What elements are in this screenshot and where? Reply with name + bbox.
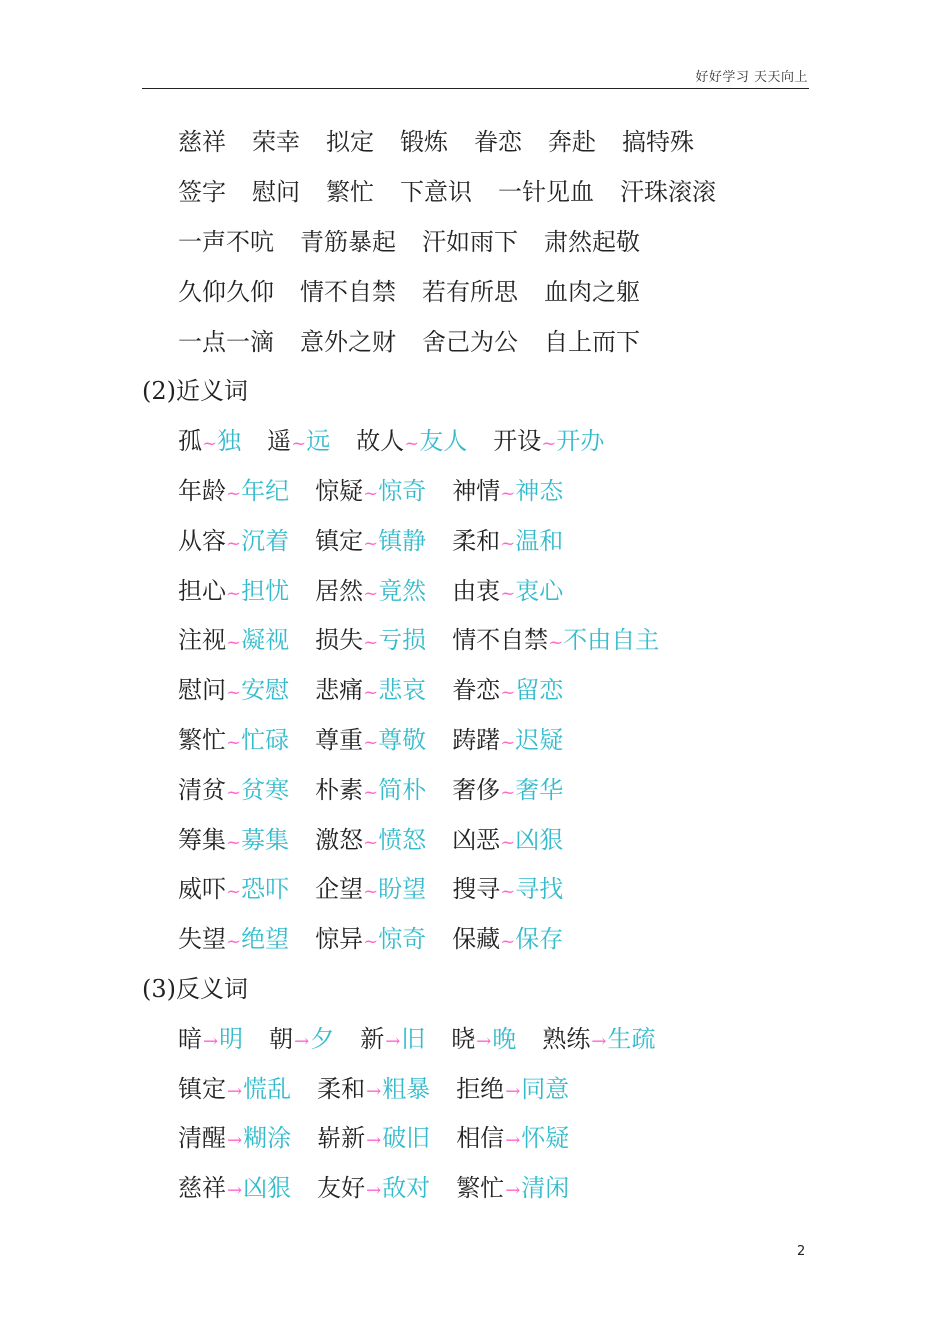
synonym-pair bbox=[178, 820, 289, 855]
tilde-separator: ~ bbox=[363, 931, 379, 953]
pair-word: 注视 bbox=[178, 626, 226, 655]
pair-word: 镇定 bbox=[315, 526, 364, 555]
document-content bbox=[142, 115, 809, 1211]
tilde-separator: ~ bbox=[226, 831, 242, 853]
antonyms-list bbox=[142, 1011, 809, 1210]
tilde-separator: ~ bbox=[548, 632, 564, 654]
pair-answer: 沉着 bbox=[241, 526, 290, 555]
synonym-row bbox=[142, 513, 809, 563]
pair-answer: 友人 bbox=[419, 427, 468, 456]
pair-answer: 神态 bbox=[515, 476, 564, 505]
arrow-icon: → bbox=[591, 1030, 607, 1052]
pair-answer: 粗暴 bbox=[382, 1074, 431, 1103]
pair-answer: 募集 bbox=[241, 825, 290, 854]
arrow-icon: → bbox=[227, 1080, 243, 1102]
tilde-separator: ~ bbox=[226, 532, 242, 554]
pair-word: 朝 bbox=[269, 1024, 294, 1053]
pair-answer: 凝视 bbox=[241, 626, 290, 655]
arrow-icon: → bbox=[476, 1030, 492, 1052]
synonym-row bbox=[142, 464, 809, 514]
pair-word: 居然 bbox=[315, 576, 364, 605]
synonym-pair bbox=[452, 521, 563, 556]
synonym-pair bbox=[178, 471, 289, 506]
pair-answer: 惊奇 bbox=[378, 925, 427, 954]
pair-word: 尊重 bbox=[315, 725, 364, 754]
synonym-pair bbox=[452, 869, 563, 904]
vocab-word: 慰问 bbox=[252, 178, 300, 207]
synonym-pair bbox=[452, 670, 563, 705]
synonym-pair bbox=[315, 720, 426, 755]
word-row bbox=[142, 264, 809, 314]
antonym-pair bbox=[317, 1118, 430, 1153]
arrow-icon: → bbox=[294, 1030, 310, 1052]
tilde-separator: ~ bbox=[363, 482, 379, 504]
pair-word: 故人 bbox=[356, 427, 405, 456]
pair-answer: 慌乱 bbox=[243, 1074, 292, 1103]
tilde-separator: ~ bbox=[404, 433, 420, 455]
tilde-separator: ~ bbox=[226, 931, 242, 953]
vocab-word: 意外之财 bbox=[300, 327, 396, 356]
tilde-separator: ~ bbox=[226, 781, 242, 803]
vocab-word: 舍己为公 bbox=[422, 327, 518, 356]
synonym-row bbox=[142, 663, 809, 713]
pair-word: 筹集 bbox=[178, 825, 226, 854]
tilde-separator: ~ bbox=[500, 482, 516, 504]
tilde-separator: ~ bbox=[363, 682, 379, 704]
pair-word: 搜寻 bbox=[452, 875, 501, 904]
vocab-word: 下意识 bbox=[400, 178, 472, 207]
pair-answer: 凶狠 bbox=[243, 1174, 292, 1203]
vocab-word: 一声不吭 bbox=[178, 227, 274, 256]
synonym-pair bbox=[267, 421, 330, 456]
pair-word: 奢侈 bbox=[452, 775, 501, 804]
synonym-pair bbox=[178, 919, 289, 954]
pair-answer: 安慰 bbox=[241, 676, 290, 705]
pair-word: 拒绝 bbox=[456, 1074, 505, 1103]
tilde-separator: ~ bbox=[363, 781, 379, 803]
antonym-pair bbox=[178, 1168, 291, 1203]
pair-word: 熟练 bbox=[542, 1024, 591, 1053]
synonym-pair bbox=[178, 620, 289, 655]
arrow-icon: → bbox=[366, 1080, 382, 1102]
pair-answer: 亏损 bbox=[378, 626, 427, 655]
pair-word: 繁忙 bbox=[178, 725, 226, 754]
tilde-separator: ~ bbox=[226, 632, 242, 654]
synonym-row bbox=[142, 762, 809, 812]
antonyms-heading: (3)反义词 bbox=[142, 974, 248, 1003]
antonym-row bbox=[142, 1061, 809, 1111]
synonym-pair bbox=[178, 720, 289, 755]
pair-answer: 衷心 bbox=[515, 576, 564, 605]
synonym-pair bbox=[315, 471, 426, 506]
arrow-icon: → bbox=[366, 1130, 382, 1152]
tilde-separator: ~ bbox=[500, 682, 516, 704]
pair-answer: 竟然 bbox=[378, 576, 427, 605]
vocab-word: 繁忙 bbox=[326, 178, 374, 207]
pair-word: 孤 bbox=[178, 427, 202, 456]
arrow-icon: → bbox=[385, 1030, 401, 1052]
antonym-pair bbox=[178, 1019, 243, 1054]
tilde-separator: ~ bbox=[202, 433, 218, 455]
vocab-word: 久仰久仰 bbox=[178, 277, 274, 306]
pair-answer: 寻找 bbox=[515, 875, 564, 904]
synonym-pair bbox=[315, 869, 426, 904]
vocab-word: 搞特殊 bbox=[622, 128, 694, 157]
synonym-row bbox=[142, 713, 809, 763]
pair-word: 晓 bbox=[451, 1024, 476, 1053]
synonym-pair bbox=[315, 770, 426, 805]
synonym-pair bbox=[452, 919, 563, 954]
pair-answer: 独 bbox=[217, 427, 242, 456]
antonym-pair bbox=[178, 1118, 291, 1153]
antonym-pair bbox=[317, 1069, 430, 1104]
vocab-word: 锻炼 bbox=[400, 128, 448, 157]
pair-answer: 盼望 bbox=[378, 875, 427, 904]
pair-word: 友好 bbox=[317, 1174, 366, 1203]
synonym-row bbox=[142, 613, 809, 663]
tilde-separator: ~ bbox=[226, 682, 242, 704]
tilde-separator: ~ bbox=[363, 731, 379, 753]
tilde-separator: ~ bbox=[500, 931, 516, 953]
synonym-row bbox=[142, 862, 809, 912]
tilde-separator: ~ bbox=[541, 433, 557, 455]
tilde-separator: ~ bbox=[226, 582, 242, 604]
tilde-separator: ~ bbox=[500, 582, 516, 604]
pair-word: 踌躇 bbox=[452, 725, 501, 754]
pair-answer: 简朴 bbox=[378, 775, 427, 804]
pair-word: 柔和 bbox=[452, 526, 501, 555]
pair-word: 情不自禁 bbox=[452, 626, 549, 655]
pair-answer: 恐吓 bbox=[241, 875, 290, 904]
synonym-pair bbox=[452, 720, 563, 755]
vocab-word: 荣幸 bbox=[252, 128, 300, 157]
pair-word: 由衷 bbox=[452, 576, 501, 605]
tilde-separator: ~ bbox=[363, 831, 379, 853]
pair-answer: 愤怒 bbox=[378, 825, 427, 854]
tilde-separator: ~ bbox=[500, 781, 516, 803]
pair-answer: 怀疑 bbox=[521, 1124, 570, 1153]
vocab-word: 慈祥 bbox=[178, 128, 226, 157]
pair-answer: 开办 bbox=[556, 427, 605, 456]
pair-answer: 晚 bbox=[492, 1024, 517, 1053]
antonym-pair bbox=[360, 1019, 425, 1054]
pair-answer: 奢华 bbox=[515, 775, 564, 804]
tilde-separator: ~ bbox=[500, 831, 516, 853]
tilde-separator: ~ bbox=[363, 632, 379, 654]
pair-word: 失望 bbox=[178, 925, 226, 954]
synonym-pair bbox=[178, 421, 241, 456]
pair-word: 激怒 bbox=[315, 825, 364, 854]
tilde-separator: ~ bbox=[226, 482, 242, 504]
arrow-icon: → bbox=[227, 1130, 243, 1152]
pair-answer: 贫寒 bbox=[241, 775, 290, 804]
antonym-pair bbox=[178, 1069, 291, 1104]
antonym-pair bbox=[456, 1069, 569, 1104]
tilde-separator: ~ bbox=[226, 731, 242, 753]
antonym-row bbox=[142, 1161, 809, 1211]
pair-answer: 生疏 bbox=[607, 1024, 656, 1053]
tilde-separator: ~ bbox=[500, 881, 516, 903]
synonyms-list bbox=[142, 414, 809, 962]
pair-answer: 夕 bbox=[310, 1024, 335, 1053]
antonym-pair bbox=[317, 1168, 430, 1203]
pair-word: 担心 bbox=[178, 576, 226, 605]
vocab-word: 若有所思 bbox=[422, 277, 518, 306]
synonym-row bbox=[142, 563, 809, 613]
arrow-icon: → bbox=[227, 1180, 243, 1202]
pair-word: 惊异 bbox=[315, 925, 364, 954]
synonym-pair bbox=[452, 620, 659, 655]
vocab-word: 情不自禁 bbox=[300, 277, 396, 306]
tilde-separator: ~ bbox=[363, 582, 379, 604]
vocab-word: 青筋暴起 bbox=[300, 227, 396, 256]
pair-word: 慰问 bbox=[178, 676, 226, 705]
pair-word: 繁忙 bbox=[456, 1174, 505, 1203]
vocab-word: 签字 bbox=[178, 178, 226, 207]
synonym-pair bbox=[315, 521, 426, 556]
pair-word: 清醒 bbox=[178, 1124, 226, 1153]
pair-answer: 留恋 bbox=[515, 676, 564, 705]
pair-answer: 远 bbox=[306, 427, 331, 456]
pair-word: 新 bbox=[360, 1024, 385, 1053]
header-text: 好好学习 天天向上 bbox=[695, 70, 808, 85]
synonym-pair bbox=[452, 571, 563, 606]
pair-word: 朴素 bbox=[315, 775, 364, 804]
word-row bbox=[142, 165, 809, 215]
pair-word: 遥 bbox=[267, 427, 292, 456]
antonym-pair bbox=[451, 1019, 516, 1054]
synonym-pair bbox=[315, 820, 426, 855]
tilde-separator: ~ bbox=[363, 532, 379, 554]
synonym-pair bbox=[356, 421, 467, 456]
pair-word: 慈祥 bbox=[178, 1174, 226, 1203]
page-number: 2 bbox=[797, 1244, 806, 1259]
pair-answer: 悲哀 bbox=[378, 676, 427, 705]
pair-answer: 凶狠 bbox=[515, 825, 564, 854]
antonym-pair bbox=[269, 1019, 334, 1054]
vocab-word: 汗如雨下 bbox=[422, 227, 518, 256]
pair-answer: 明 bbox=[219, 1024, 244, 1053]
synonym-pair bbox=[178, 670, 289, 705]
pair-answer: 绝望 bbox=[241, 925, 290, 954]
pair-word: 损失 bbox=[315, 626, 364, 655]
pair-word: 悲痛 bbox=[315, 676, 364, 705]
antonym-pair bbox=[542, 1019, 655, 1054]
arrow-icon: → bbox=[505, 1180, 521, 1202]
pair-answer: 惊奇 bbox=[378, 476, 427, 505]
pair-answer: 同意 bbox=[521, 1074, 570, 1103]
tilde-separator: ~ bbox=[363, 881, 379, 903]
word-row bbox=[142, 115, 809, 165]
synonym-row bbox=[142, 912, 809, 962]
pair-answer: 破旧 bbox=[382, 1124, 431, 1153]
arrow-icon: → bbox=[505, 1130, 521, 1152]
vocab-word: 汗珠滚滚 bbox=[620, 178, 716, 207]
tilde-separator: ~ bbox=[226, 881, 242, 903]
pair-word: 眷恋 bbox=[452, 676, 501, 705]
pair-word: 凶恶 bbox=[452, 825, 501, 854]
vocab-word: 自上而下 bbox=[544, 327, 640, 356]
pair-answer: 敌对 bbox=[382, 1174, 431, 1203]
pair-word: 年龄 bbox=[178, 476, 226, 505]
vocab-word: 奔赴 bbox=[548, 128, 596, 157]
vocab-word: 一点一滴 bbox=[178, 327, 274, 356]
pair-answer: 温和 bbox=[515, 526, 564, 555]
synonym-pair bbox=[452, 820, 563, 855]
pair-answer: 忙碌 bbox=[241, 725, 290, 754]
pair-answer: 清闲 bbox=[521, 1174, 570, 1203]
synonym-pair bbox=[452, 471, 563, 506]
pair-answer: 糊涂 bbox=[243, 1124, 292, 1153]
antonym-pair bbox=[456, 1118, 569, 1153]
tilde-separator: ~ bbox=[291, 433, 307, 455]
pair-word: 惊疑 bbox=[315, 476, 364, 505]
arrow-icon: → bbox=[366, 1180, 382, 1202]
vocab-word: 肃然起敬 bbox=[544, 227, 640, 256]
pair-word: 保藏 bbox=[452, 925, 501, 954]
synonym-pair bbox=[315, 670, 426, 705]
tilde-separator: ~ bbox=[500, 731, 516, 753]
vocab-word: 一针见血 bbox=[498, 178, 594, 207]
pair-answer: 年纪 bbox=[241, 476, 290, 505]
synonym-pair bbox=[315, 571, 426, 606]
pair-word: 威吓 bbox=[178, 875, 226, 904]
word-row bbox=[142, 215, 809, 265]
synonym-pair bbox=[493, 421, 604, 456]
synonym-pair bbox=[178, 571, 289, 606]
pair-answer: 保存 bbox=[515, 925, 564, 954]
synonym-pair bbox=[178, 869, 289, 904]
pair-word: 柔和 bbox=[317, 1074, 366, 1103]
pair-answer: 不由自主 bbox=[563, 626, 660, 655]
synonym-pair bbox=[315, 620, 426, 655]
pair-word: 相信 bbox=[456, 1124, 505, 1153]
pair-word: 清贫 bbox=[178, 775, 226, 804]
pair-answer: 镇静 bbox=[378, 526, 427, 555]
antonym-row bbox=[142, 1011, 809, 1061]
pair-answer: 旧 bbox=[401, 1024, 426, 1053]
tilde-separator: ~ bbox=[500, 532, 516, 554]
pair-word: 开设 bbox=[493, 427, 542, 456]
synonym-pair bbox=[178, 521, 289, 556]
synonym-pair bbox=[178, 770, 289, 805]
arrow-icon: → bbox=[203, 1030, 219, 1052]
synonym-pair bbox=[452, 770, 563, 805]
pair-word: 镇定 bbox=[178, 1074, 226, 1103]
vocab-word: 血肉之躯 bbox=[544, 277, 640, 306]
arrow-icon: → bbox=[505, 1080, 521, 1102]
pair-word: 崭新 bbox=[317, 1124, 366, 1153]
pair-answer: 担忧 bbox=[241, 576, 290, 605]
antonym-row bbox=[142, 1111, 809, 1161]
vocab-word: 拟定 bbox=[326, 128, 374, 157]
synonym-row bbox=[142, 414, 809, 464]
synonym-row bbox=[142, 812, 809, 862]
vocabulary-words bbox=[142, 115, 809, 364]
pair-word: 企望 bbox=[315, 875, 364, 904]
vocab-word: 眷恋 bbox=[474, 128, 522, 157]
antonym-pair bbox=[456, 1168, 569, 1203]
pair-answer: 尊敬 bbox=[378, 725, 427, 754]
pair-word: 神情 bbox=[452, 476, 501, 505]
synonym-pair bbox=[315, 919, 426, 954]
pair-word: 从容 bbox=[178, 526, 226, 555]
pair-answer: 迟疑 bbox=[515, 725, 564, 754]
pair-word: 暗 bbox=[178, 1024, 202, 1053]
header-rule bbox=[142, 88, 809, 89]
synonyms-heading: (2)近义词 bbox=[142, 377, 248, 406]
word-row bbox=[142, 314, 809, 364]
